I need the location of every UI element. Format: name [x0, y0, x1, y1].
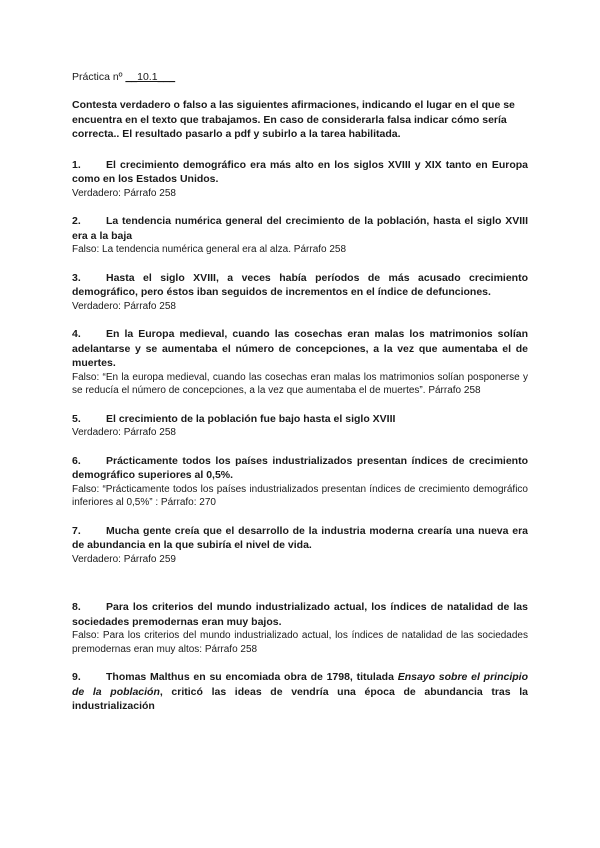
question-answer: Verdadero: Párrafo 258: [72, 300, 176, 312]
question-number: 3.: [72, 271, 81, 284]
practice-label: Práctica nº: [72, 71, 126, 83]
question-text: Prácticamente todos los países industrializados presentan índices de crecimiento demográfico superiores al 0,5%.: [72, 454, 528, 481]
question-answer: Verdadero: Párrafo 259: [72, 553, 176, 565]
question-statement: [72, 670, 528, 714]
question-item-5: [72, 412, 528, 440]
question-item-1: [72, 158, 528, 201]
question-statement: [72, 524, 528, 553]
question-number: 4.: [72, 328, 81, 340]
practice-header: [72, 70, 528, 84]
question-statement: [72, 412, 528, 427]
document-page: [72, 70, 528, 728]
question-number: 8.: [72, 601, 81, 613]
book-title: Ensayo sobre el principio de la población: [72, 671, 528, 698]
question-item-3: [72, 271, 528, 314]
question-statement: [72, 271, 528, 300]
question-answer: Falso: Para los criterios del mundo industrializado actual, los índices de natalidad de las sociedades premodernas eran muy altos: Párrafo 258: [72, 630, 528, 655]
question-number: 9.: [72, 671, 81, 683]
question-item-7: [72, 524, 528, 567]
question-answer: Verdadero: Párrafo 258: [72, 187, 176, 199]
question-answer: Falso: “Prácticamente todos los países industrializados presentan índices de crecimiento demográfico inferiores al 0,5%” : Párrafo: 270: [72, 483, 528, 508]
question-statement: [72, 327, 528, 371]
question-answer: Verdadero: Párrafo 258: [72, 427, 176, 438]
question-text: Hasta el siglo XVIII, a veces había períodos de más acusado crecimiento demográfico, pero éstos iban seguidos de incrementos en el índice de defunciones.: [72, 271, 528, 298]
question-item-6: [72, 454, 528, 510]
question-text: Para los criterios del mundo industrializado actual, los índices de natalidad de las sociedades premodernas eran muy bajos.: [72, 601, 528, 628]
question-statement: [72, 158, 528, 187]
question-number: 7.: [72, 524, 81, 537]
question-statement: [72, 454, 528, 483]
question-answer: Falso: La tendencia numérica general era al alza. Párrafo 258: [72, 244, 347, 255]
practice-number: __10.1___: [125, 71, 176, 83]
question-text-after: , criticó las ideas de vendría una época de abundancia tras la industrialización: [72, 685, 528, 712]
question-text: El crecimiento demográfico era más alto en los siglos XVIII y XIX tanto en Europa como en los Estados Unidos.: [72, 158, 528, 185]
question-text: En la Europa medieval, cuando las cosechas eran malas los matrimonios solían adelantarse y se aumentaba el número de concepciones, a la vez que aumentaba el de muertes.: [72, 328, 528, 369]
instructions: Contesta verdadero o falso a las siguientes afirmaciones, indicando el lugar en el que se encuentra en el texto que trabajamos. En caso de considerarla falsa indicar cómo sería correcta.. El resultado pasarlo a pdf y subirlo a la tarea habilitada.: [72, 99, 515, 140]
question-text: El crecimiento de la población fue bajo hasta el siglo XVIII: [106, 412, 396, 425]
question-text: La tendencia numérica general del crecimiento de la población, hasta el siglo XVIII era a la baja: [72, 215, 528, 242]
blank-space: [72, 580, 528, 600]
question-text-before: Thomas Malthus en su encomiada obra de 1798, titulada: [106, 671, 398, 683]
question-answer: Falso: “En la europa medieval, cuando las cosechas eran malas los matrimonios solían posponerse y se reducía el número de concepciones, a la vez que aumentaba el de muertes”. Párrafo 258: [72, 371, 528, 396]
question-text: Mucha gente creía que el desarrollo de la industria moderna crearía una nueva era de abundancia en la que subiría el nivel de vida.: [72, 524, 528, 551]
question-number: 2.: [72, 215, 81, 227]
question-number: 1.: [72, 158, 81, 171]
question-number: 6.: [72, 454, 81, 467]
question-statement: [72, 600, 528, 629]
question-number: 5.: [72, 412, 81, 425]
question-item-8: [72, 600, 528, 656]
question-statement: [72, 214, 528, 243]
question-item-9: [72, 670, 528, 714]
question-item-2: [72, 214, 528, 257]
question-item-4: [72, 327, 528, 398]
